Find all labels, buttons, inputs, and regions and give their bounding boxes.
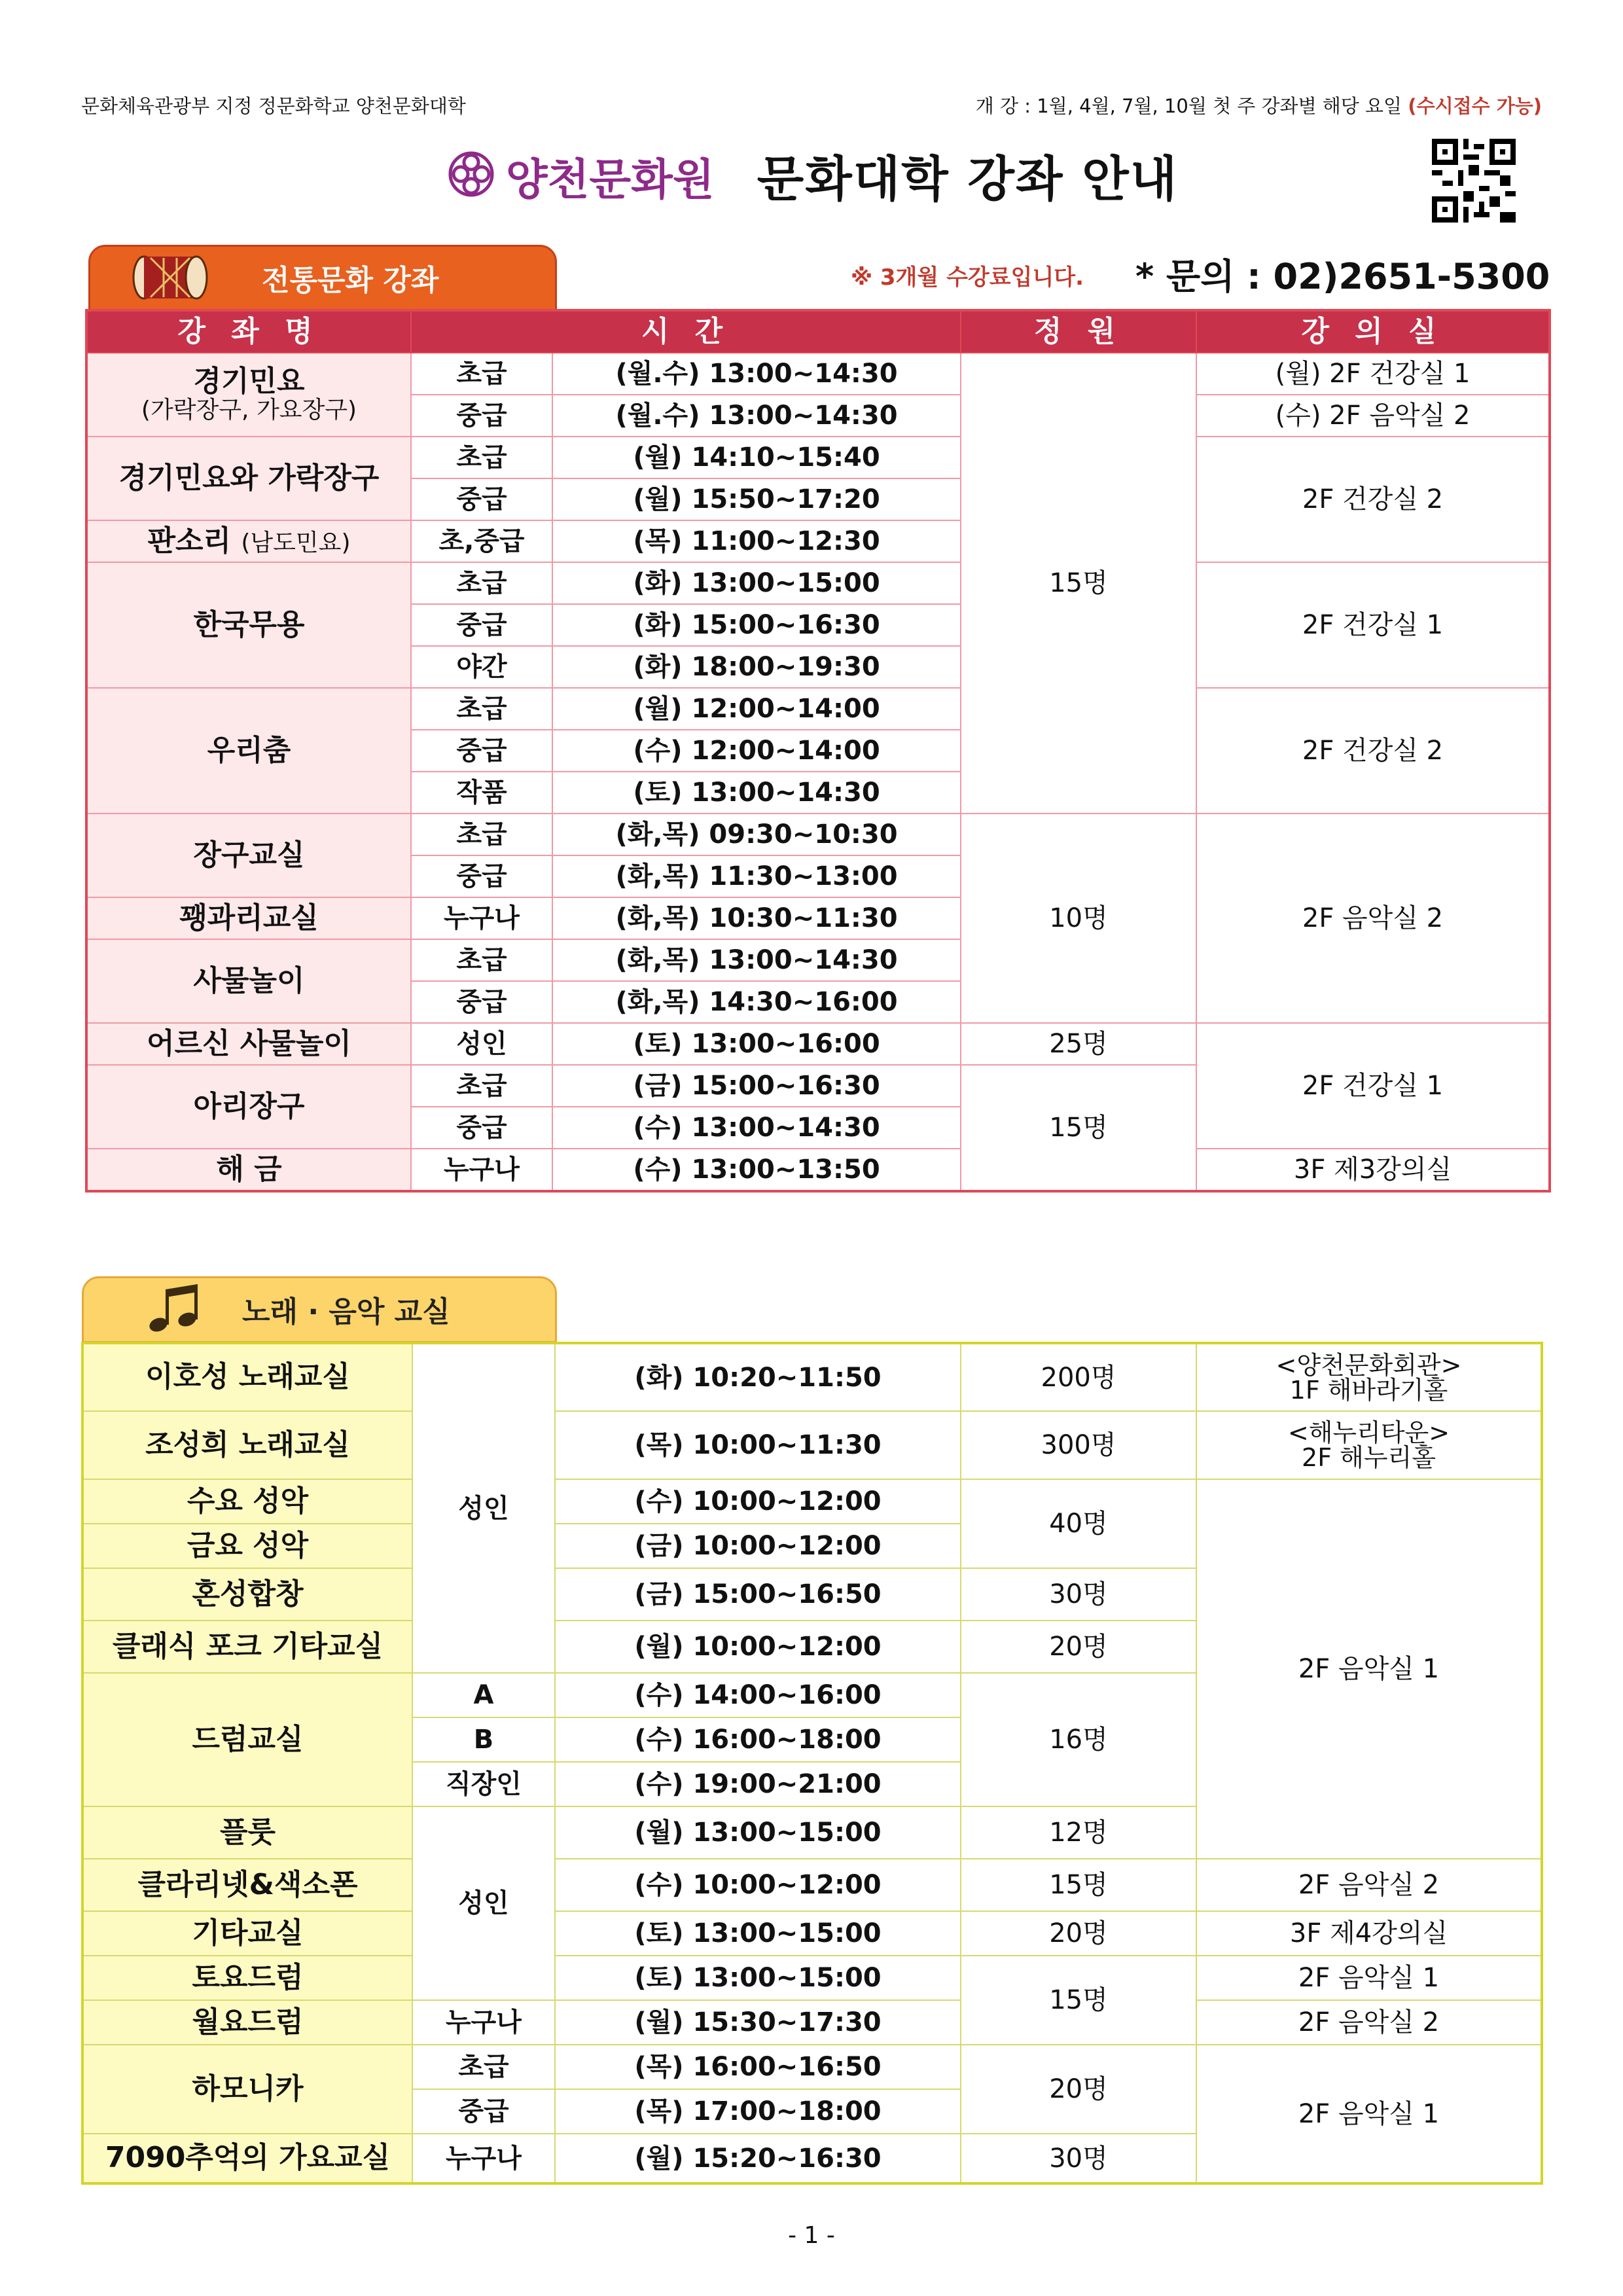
course-level: 성인 <box>411 1023 552 1065</box>
course-room: <양천문화회관> 1F 해바라기홀 <box>1196 1343 1542 1411</box>
course-name: 해 금 <box>86 1149 411 1191</box>
traditional-tab-label: 전통문화 강좌 <box>262 264 439 297</box>
course-time: (화) 18:00~19:30 <box>552 646 961 688</box>
course-name: 판소리 (남도민요) <box>86 520 411 562</box>
qr-code-icon[interactable] <box>1432 139 1516 223</box>
course-capacity: 20명 <box>961 2045 1196 2134</box>
table-row <box>86 437 1550 478</box>
course-level: 초급 <box>411 353 552 395</box>
course-capacity: 15명 <box>961 353 1196 814</box>
table-row <box>86 688 1550 730</box>
course-room: 2F 건강실 1 <box>1196 562 1550 688</box>
course-room: 2F 음악실 1 <box>1196 1956 1542 2000</box>
enrollment-note: (수시접수 가능) <box>1408 95 1542 117</box>
course-room: <해누리타운> 2F 해누리홀 <box>1196 1411 1542 1479</box>
course-level: 누구나 <box>412 2000 555 2045</box>
table-row <box>86 562 1550 604</box>
header-course: 강 좌 명 <box>86 310 411 353</box>
course-level: 초급 <box>411 814 552 855</box>
course-level: 성인 <box>412 1343 555 1673</box>
course-name: 우리춤 <box>86 688 411 814</box>
course-name: 기타교실 <box>82 1911 412 1956</box>
fee-notice: ※ 3개월 수강료입니다. <box>851 264 1084 291</box>
course-time: (화,목) 10:30~11:30 <box>552 897 961 939</box>
course-level: 초,중급 <box>411 520 552 562</box>
table-row <box>82 2000 1542 2045</box>
org-name: 양천문화원 <box>505 154 715 205</box>
course-name: 토요드럼 <box>82 1956 412 2000</box>
course-level: 중급 <box>411 1107 552 1149</box>
course-time: (월) 15:20~16:30 <box>555 2134 961 2183</box>
course-level: 초급 <box>411 1065 552 1107</box>
course-time: (수) 13:00~14:30 <box>552 1107 961 1149</box>
course-time: (화) 15:00~16:30 <box>552 604 961 646</box>
course-capacity: 16명 <box>961 1673 1196 1806</box>
course-name: 어르신 사물놀이 <box>86 1023 411 1065</box>
header-right-text <box>976 92 1542 118</box>
course-time: (월) 15:30~17:30 <box>555 2000 961 2045</box>
course-time: (수) 14:00~16:00 <box>555 1673 961 1717</box>
traditional-table <box>85 309 1551 1193</box>
table-row <box>86 353 1550 395</box>
course-capacity: 10명 <box>961 814 1196 1023</box>
course-capacity: 20명 <box>961 1621 1196 1673</box>
course-name: 플룻 <box>82 1806 412 1859</box>
course-name: 사물놀이 <box>86 939 411 1023</box>
table-row <box>82 1343 1542 1411</box>
table-row <box>82 1859 1542 1911</box>
course-level: 초급 <box>411 562 552 604</box>
course-time: (화) 13:00~15:00 <box>552 562 961 604</box>
course-level: A <box>412 1673 555 1717</box>
course-name: 한국무용 <box>86 562 411 688</box>
course-time: (목) 11:00~12:30 <box>552 520 961 562</box>
course-room: (월) 2F 건강실 1 <box>1196 353 1550 395</box>
table-row <box>82 1411 1542 1479</box>
table-row <box>82 1911 1542 1956</box>
course-time: (목) 17:00~18:00 <box>555 2089 961 2134</box>
title-row <box>0 141 1623 219</box>
table-row <box>86 814 1550 855</box>
course-room: 2F 음악실 1 <box>1196 2045 1542 2183</box>
course-time: (화,목) 11:30~13:00 <box>552 855 961 897</box>
course-room: 2F 건강실 2 <box>1196 437 1550 562</box>
course-level: 중급 <box>411 478 552 520</box>
drum-icon <box>131 251 209 304</box>
course-time: (수) 13:00~13:50 <box>552 1149 961 1191</box>
course-capacity: 300명 <box>961 1411 1196 1479</box>
course-capacity: 12명 <box>961 1806 1196 1859</box>
course-time: (월) 12:00~14:00 <box>552 688 961 730</box>
course-level: 중급 <box>411 855 552 897</box>
course-level: 작품 <box>411 772 552 814</box>
course-level: 성인 <box>412 1806 555 2000</box>
course-name: 드럼교실 <box>82 1673 412 1806</box>
course-level: 누구나 <box>412 2134 555 2183</box>
course-time: (수) 16:00~18:00 <box>555 1717 961 1762</box>
table-row <box>86 1023 1550 1065</box>
course-name: 꽹과리교실 <box>86 897 411 939</box>
header-capacity: 정 원 <box>961 310 1196 353</box>
course-level: 중급 <box>411 604 552 646</box>
course-level: 초급 <box>411 437 552 478</box>
course-capacity: 15명 <box>961 1065 1196 1191</box>
course-level: 중급 <box>411 395 552 437</box>
table-row <box>82 2045 1542 2089</box>
course-time: (월) 13:00~15:00 <box>555 1806 961 1859</box>
course-name: 하모니카 <box>82 2045 412 2134</box>
course-level: 누구나 <box>411 897 552 939</box>
course-time: (수) 10:00~12:00 <box>555 1479 961 1524</box>
course-capacity: 40명 <box>961 1479 1196 1568</box>
course-room: 2F 건강실 2 <box>1196 688 1550 814</box>
music-note-icon <box>144 1283 203 1335</box>
course-capacity: 30명 <box>961 2134 1196 2183</box>
course-name: 월요드럼 <box>82 2000 412 2045</box>
course-level: B <box>412 1717 555 1762</box>
course-time: (화,목) 09:30~10:30 <box>552 814 961 855</box>
course-time: (월.수) 13:00~14:30 <box>552 395 961 437</box>
course-time: (화,목) 13:00~14:30 <box>552 939 961 981</box>
course-name: 경기민요와 가락장구 <box>86 437 411 520</box>
header-left-text: 문화체육관광부 지정 정문화학교 양천문화대학 <box>81 95 466 117</box>
course-capacity: 15명 <box>961 1859 1196 1911</box>
course-name: 이호성 노래교실 <box>82 1343 412 1411</box>
course-time: (월) 14:10~15:40 <box>552 437 961 478</box>
course-time: (금) 15:00~16:50 <box>555 1568 961 1621</box>
course-level: 초급 <box>412 2045 555 2089</box>
course-name: 수요 성악 <box>82 1479 412 1524</box>
course-room: 2F 건강실 1 <box>1196 1023 1550 1149</box>
course-time: (금) 10:00~12:00 <box>555 1524 961 1568</box>
course-name: 혼성합창 <box>82 1568 412 1621</box>
logo-icon <box>445 148 497 203</box>
course-room: 2F 음악실 2 <box>1196 814 1550 1023</box>
course-level: 누구나 <box>411 1149 552 1191</box>
course-name: 장구교실 <box>86 814 411 897</box>
music-tab-label: 노래 · 음악 교실 <box>242 1295 450 1329</box>
table-header-row <box>86 310 1550 353</box>
course-level: 초급 <box>411 688 552 730</box>
course-time: (토) 13:00~15:00 <box>555 1911 961 1956</box>
course-room: (수) 2F 음악실 2 <box>1196 395 1550 437</box>
course-capacity: 25명 <box>961 1023 1196 1065</box>
course-time: (수) 10:00~12:00 <box>555 1859 961 1911</box>
course-name: 클래식 포크 기타교실 <box>82 1621 412 1673</box>
header-time: 시 간 <box>411 310 961 353</box>
course-room: 3F 제4강의실 <box>1196 1911 1542 1956</box>
course-room: 3F 제3강의실 <box>1196 1149 1550 1191</box>
table-row <box>82 1956 1542 2000</box>
course-time: (화) 10:20~11:50 <box>555 1343 961 1411</box>
course-capacity: 15명 <box>961 1956 1196 2045</box>
contact-phone: * 문의 : 02)2651-5300 <box>1135 256 1550 297</box>
course-name: 조성희 노래교실 <box>82 1411 412 1479</box>
course-time: (월) 15:50~17:20 <box>552 478 961 520</box>
page-title: 문화대학 강좌 안내 <box>757 151 1179 207</box>
page-number: - 1 - <box>788 2222 835 2249</box>
course-time: (월.수) 13:00~14:30 <box>552 353 961 395</box>
course-room: 2F 음악실 1 <box>1196 1479 1542 1859</box>
course-name: 경기민요 (가락장구, 가요장구) <box>86 353 411 437</box>
course-name: 클라리넷&색소폰 <box>82 1859 412 1911</box>
course-level: 중급 <box>411 981 552 1023</box>
schedule-text: 개 강 : 1월, 4월, 7월, 10월 첫 주 강좌별 해당 요일 <box>975 95 1402 117</box>
course-capacity: 200명 <box>961 1343 1196 1411</box>
music-table <box>81 1342 1543 2185</box>
course-time: (목) 10:00~11:30 <box>555 1411 961 1479</box>
course-name: 금요 성악 <box>82 1524 412 1568</box>
course-time: (금) 15:00~16:30 <box>552 1065 961 1107</box>
course-level: 초급 <box>411 939 552 981</box>
header-room: 강 의 실 <box>1196 310 1550 353</box>
course-capacity: 20명 <box>961 1911 1196 1956</box>
course-time: (수) 12:00~14:00 <box>552 730 961 772</box>
table-row <box>86 1149 1550 1191</box>
table-row <box>82 1479 1542 1524</box>
course-capacity: 30명 <box>961 1568 1196 1621</box>
course-time: (수) 19:00~21:00 <box>555 1762 961 1806</box>
course-time: (토) 13:00~16:00 <box>552 1023 961 1065</box>
course-time: (목) 16:00~16:50 <box>555 2045 961 2089</box>
course-name: 7090추억의 가요교실 <box>82 2134 412 2183</box>
course-time: (토) 13:00~14:30 <box>552 772 961 814</box>
course-level: 중급 <box>411 730 552 772</box>
course-level: 야간 <box>411 646 552 688</box>
course-room: 2F 음악실 2 <box>1196 2000 1542 2045</box>
course-time: (월) 10:00~12:00 <box>555 1621 961 1673</box>
course-level: 중급 <box>412 2089 555 2134</box>
course-time: (토) 13:00~15:00 <box>555 1956 961 2000</box>
course-time: (화,목) 14:30~16:00 <box>552 981 961 1023</box>
course-level: 직장인 <box>412 1762 555 1806</box>
course-name: 아리장구 <box>86 1065 411 1149</box>
course-room: 2F 음악실 2 <box>1196 1859 1542 1911</box>
